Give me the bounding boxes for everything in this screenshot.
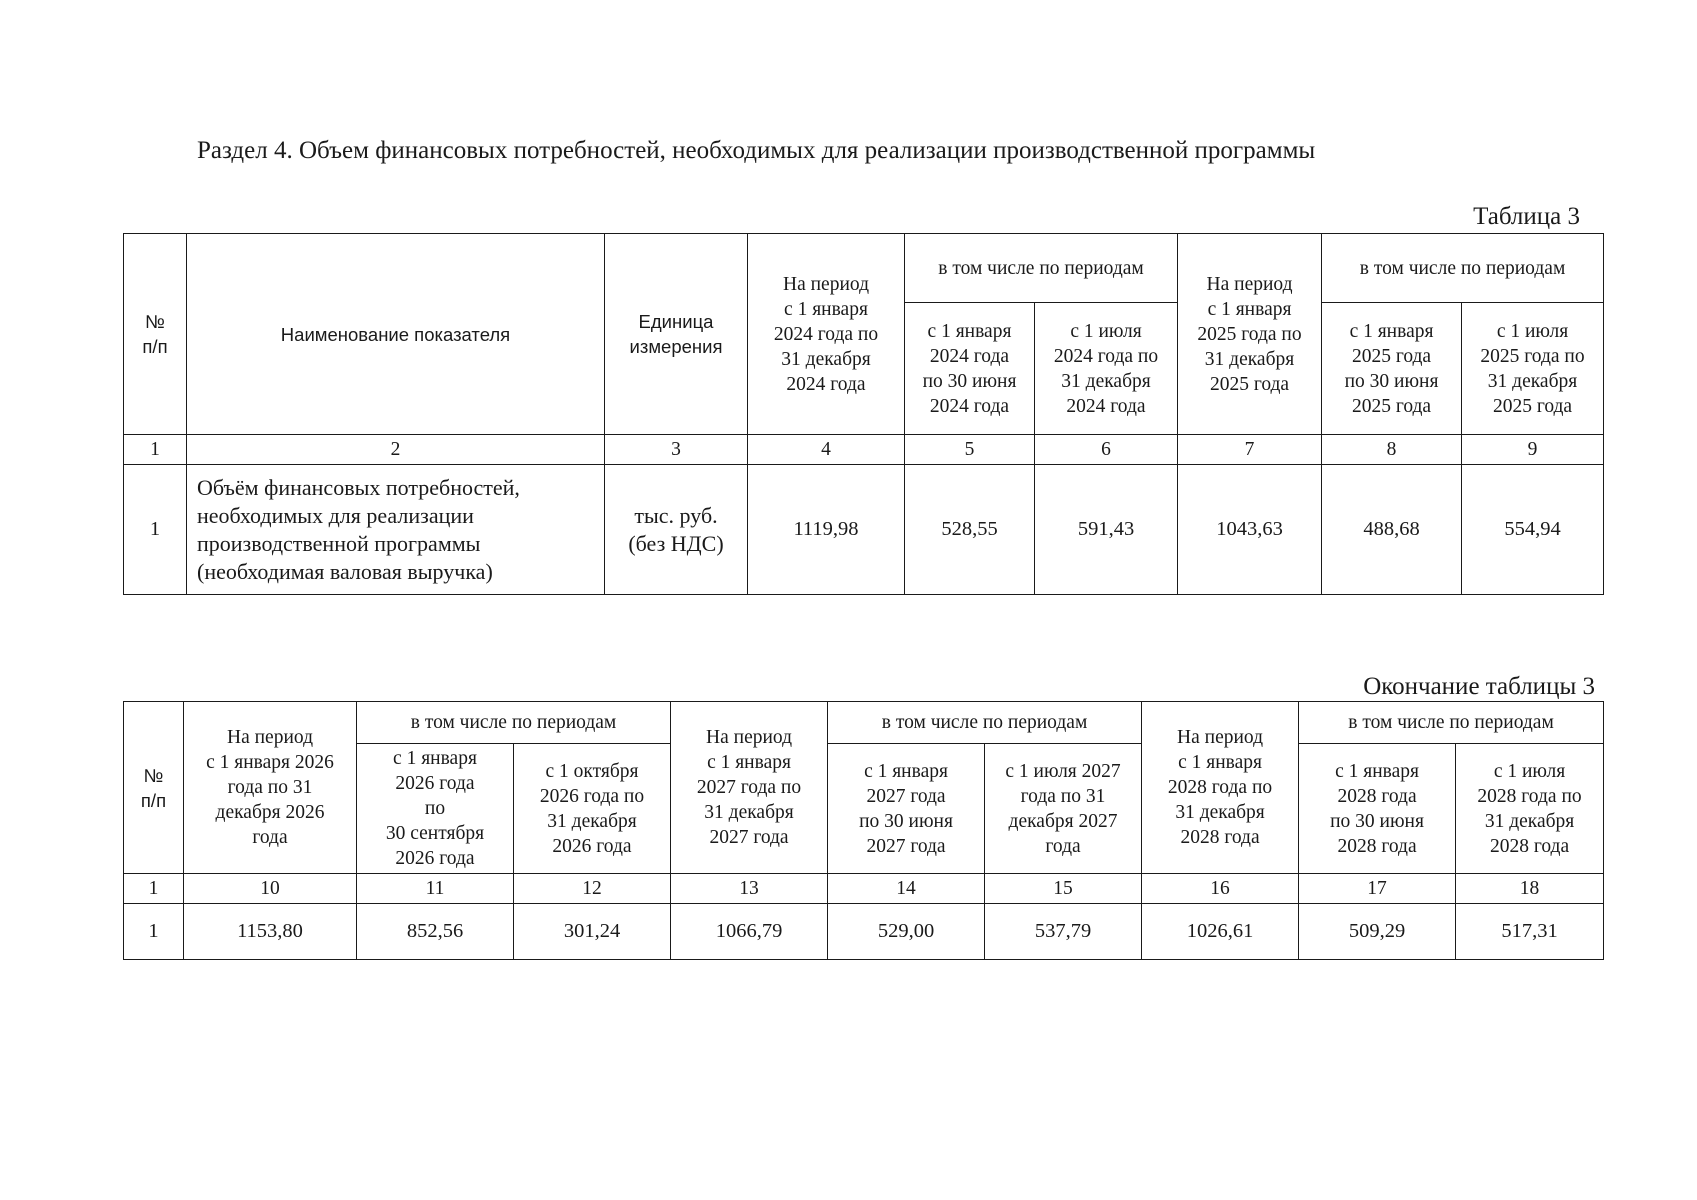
table2-header-group-2026: в том числе по периодам — [357, 702, 671, 744]
table2-header-h2-2027: с 1 июля 2027 года по 31 декабря 2027 года — [985, 744, 1142, 874]
table2-header-group-2027: в том числе по периодам — [828, 702, 1142, 744]
table1-value-cell: 488,68 — [1322, 465, 1462, 595]
table2-header-period-2027: На период с 1 января 2027 года по 31 декабря 2027 года — [671, 702, 828, 874]
table2-index-cell: 10 — [184, 874, 357, 904]
table2-value-cell: 517,31 — [1456, 904, 1604, 960]
table1-value-cell: 554,94 — [1462, 465, 1604, 595]
table1-index-cell: 4 — [748, 435, 905, 465]
table1-index-cell: 9 — [1462, 435, 1604, 465]
table1-index-cell: 8 — [1322, 435, 1462, 465]
table2-value-cell: 1066,79 — [671, 904, 828, 960]
table2-value-cell: 529,00 — [828, 904, 985, 960]
table2-index-row — [124, 874, 1604, 904]
table2-index-cell: 1 — [124, 874, 184, 904]
table2-caption: Окончание таблицы 3 — [1363, 673, 1595, 700]
table1-header-unit: Единица измерения — [605, 234, 748, 435]
table1-header-group-2025: в том числе по периодам — [1322, 234, 1604, 303]
section-heading: Раздел 4. Объем финансовых потребностей, необходимых для реализации производственной программы — [197, 137, 1316, 164]
table2-header-q1-3-2026: с 1 января 2026 года по 30 сентября 2026 года — [357, 744, 514, 874]
table1-header-num: № п/п — [124, 234, 187, 435]
table1-data-row — [124, 465, 1604, 595]
table2-index-cell: 13 — [671, 874, 828, 904]
table1-row-unit: тыс. руб. (без НДС) — [605, 465, 748, 595]
table1-value-cell: 591,43 — [1035, 465, 1178, 595]
table2 — [123, 701, 1604, 960]
table1-index-cell: 7 — [1178, 435, 1322, 465]
table1-index-cell: 2 — [187, 435, 605, 465]
table2-header-num: № п/п — [124, 702, 184, 874]
table2-index-cell: 17 — [1299, 874, 1456, 904]
table2-value-cell: 301,24 — [514, 904, 671, 960]
table2-data-row — [124, 904, 1604, 960]
table1-index-row — [124, 435, 1604, 465]
table1-header-period-2024: На период с 1 января 2024 года по 31 декабря 2024 года — [748, 234, 905, 435]
table2-index-cell: 18 — [1456, 874, 1604, 904]
table1-index-cell: 3 — [605, 435, 748, 465]
table2-header-period-2026: На период с 1 января 2026 года по 31 декабря 2026 года — [184, 702, 357, 874]
table2-header-h2-2028: с 1 июля 2028 года по 31 декабря 2028 года — [1456, 744, 1604, 874]
table1-header-h1-2025: с 1 января 2025 года по 30 июня 2025 года — [1322, 303, 1462, 435]
table2-value-cell: 509,29 — [1299, 904, 1456, 960]
table2-index-cell: 11 — [357, 874, 514, 904]
table1-header-name: Наименование показателя — [187, 234, 605, 435]
table1-header-h2-2024: с 1 июля 2024 года по 31 декабря 2024 года — [1035, 303, 1178, 435]
table2-index-cell: 12 — [514, 874, 671, 904]
table1-index-cell: 5 — [905, 435, 1035, 465]
table2-index-cell: 15 — [985, 874, 1142, 904]
table1-header-group-2024: в том числе по периодам — [905, 234, 1178, 303]
table2-header-h1-2027: с 1 января 2027 года по 30 июня 2027 года — [828, 744, 985, 874]
table1-index-cell: 1 — [124, 435, 187, 465]
table2-index-cell: 14 — [828, 874, 985, 904]
table1-header-row-1 — [124, 234, 1604, 303]
table2-header-q4-2026: с 1 октября 2026 года по 31 декабря 2026 года — [514, 744, 671, 874]
table1-value-cell: 1043,63 — [1178, 465, 1322, 595]
table2-value-cell: 537,79 — [985, 904, 1142, 960]
table2-row-num: 1 — [124, 904, 184, 960]
table2-value-cell: 1153,80 — [184, 904, 357, 960]
table2-header-h1-2028: с 1 января 2028 года по 30 июня 2028 года — [1299, 744, 1456, 874]
table1-value-cell: 528,55 — [905, 465, 1035, 595]
table1 — [123, 233, 1604, 595]
table2-value-cell: 852,56 — [357, 904, 514, 960]
table1-row-name: Объём финансовых потребностей, необходимых для реализации производственной программы (необходимая валовая выручка) — [187, 465, 605, 595]
table1-caption: Таблица 3 — [1473, 203, 1580, 230]
table2-header-period-2028: На период с 1 января 2028 года по 31 декабря 2028 года — [1142, 702, 1299, 874]
table1-row-num: 1 — [124, 465, 187, 595]
table1-header-h2-2025: с 1 июля 2025 года по 31 декабря 2025 года — [1462, 303, 1604, 435]
table2-header-group-2028: в том числе по периодам — [1299, 702, 1604, 744]
table2-value-cell: 1026,61 — [1142, 904, 1299, 960]
table2-header-row-1 — [124, 702, 1604, 744]
table1-value-cell: 1119,98 — [748, 465, 905, 595]
table1-header-h1-2024: с 1 января 2024 года по 30 июня 2024 года — [905, 303, 1035, 435]
table1-header-period-2025: На период с 1 января 2025 года по 31 декабря 2025 года — [1178, 234, 1322, 435]
table1-index-cell: 6 — [1035, 435, 1178, 465]
table2-index-cell: 16 — [1142, 874, 1299, 904]
